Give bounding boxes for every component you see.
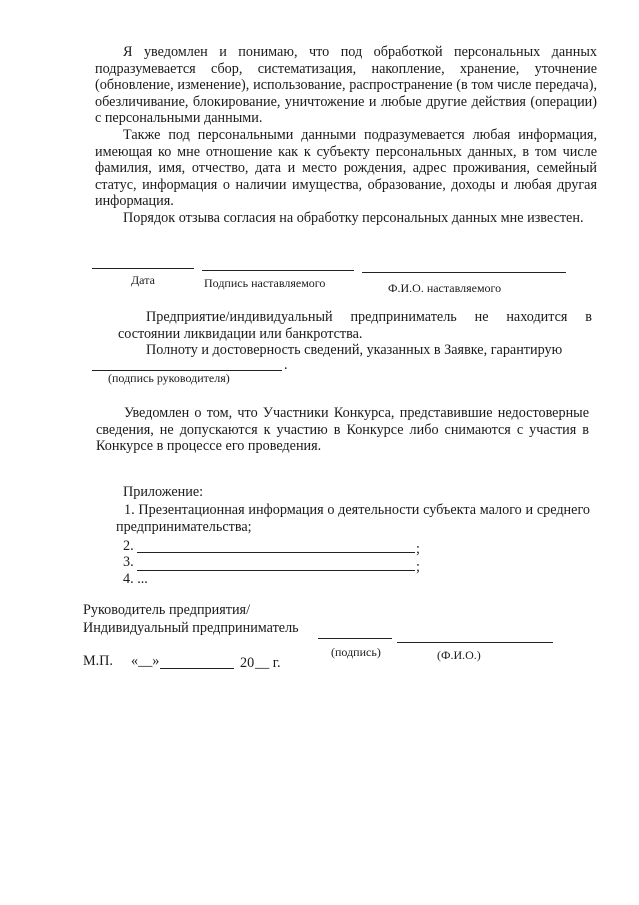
consent-paragraph-revocation: Порядок отзыва согласия на обработку персональных данных мне известен.: [123, 209, 584, 226]
appendix-item-2-line: [137, 552, 415, 553]
appendix-title: Приложение:: [123, 484, 204, 500]
guarantee-paragraph-accuracy: Полноту и достоверность сведений, указанных в Заявке, гарантирую: [146, 342, 563, 359]
appendix-item-4: 4. ...: [123, 571, 148, 587]
appendix-item-1: 1. Презентационная информация о деятельности субъекта малого и среднего предпринимательства;: [116, 502, 590, 535]
appendix-item-3-line: [137, 570, 415, 571]
appendix-item-2-end: ;: [416, 541, 420, 557]
head-title-line-2: Индивидуальный предприниматель: [83, 620, 299, 636]
consent-paragraph-processing: Я уведомлен и понимаю, что под обработкой персональных данных подразумевается сбор, систематизация, накопление, хранение, уточнение (обновление, изменение), использование, распространение (в том числе передача), обезличивание, блокирование, уничтожение и любые другие действия (операции) с персональными данными.: [95, 44, 597, 127]
appendix-item-2-number: 2.: [123, 538, 134, 554]
mentee-signature-line: [202, 270, 354, 271]
mentee-fio-label: Ф.И.О. наставляемого: [388, 281, 502, 295]
footer-fio-line: [397, 642, 553, 643]
notice-paragraph: Уведомлен о том, что Участники Конкурса, представившие недостоверные сведения, не допускаются к участию в Конкурсе либо снимаются с участия в Конкурсе в процессе его проведения.: [96, 405, 589, 455]
date-day: «__»: [131, 653, 160, 669]
stamp-label: М.П.: [83, 653, 113, 669]
date-label: Дата: [131, 273, 155, 287]
appendix-item-3-end: ;: [416, 559, 420, 575]
footer-signature-line: [318, 638, 392, 639]
guarantee-paragraph-liquidation: Предприятие/индивидуальный предприниматель не находится в состоянии ликвидации или банкротства.: [118, 309, 592, 342]
head-signature-label: (подпись руководителя): [108, 371, 230, 385]
guarantee-dot: .: [284, 357, 288, 373]
date-year-prefix: 20: [240, 655, 255, 671]
date-line: [92, 268, 194, 269]
date-year-suffix: __ г.: [255, 655, 281, 671]
consent-paragraph-personal-data: Также под персональными данными подразумевается любая информация, имеющая ко мне отношение как к субъекту персональных данных, в том числе фамилия, имя, отчество, дата и место рождения, адрес проживания, семейный статус, информация о наличии имущества, образование, доходы и любая другая информация.: [95, 126, 597, 210]
guarantee-block: [118, 309, 592, 359]
date-month-line: [160, 668, 234, 669]
appendix-item-3-number: 3.: [123, 554, 134, 570]
footer-signature-label: (подпись): [331, 645, 381, 659]
appendix-item-1-block: [116, 502, 590, 535]
consent-block: [95, 44, 597, 227]
head-title-line-1: Руководитель предприятия/: [83, 602, 251, 618]
mentee-signature-label: Подпись наставляемого: [204, 276, 326, 290]
notice-block: [96, 405, 589, 455]
footer-fio-label: (Ф.И.О.): [437, 648, 481, 662]
mentee-fio-line: [362, 272, 566, 273]
